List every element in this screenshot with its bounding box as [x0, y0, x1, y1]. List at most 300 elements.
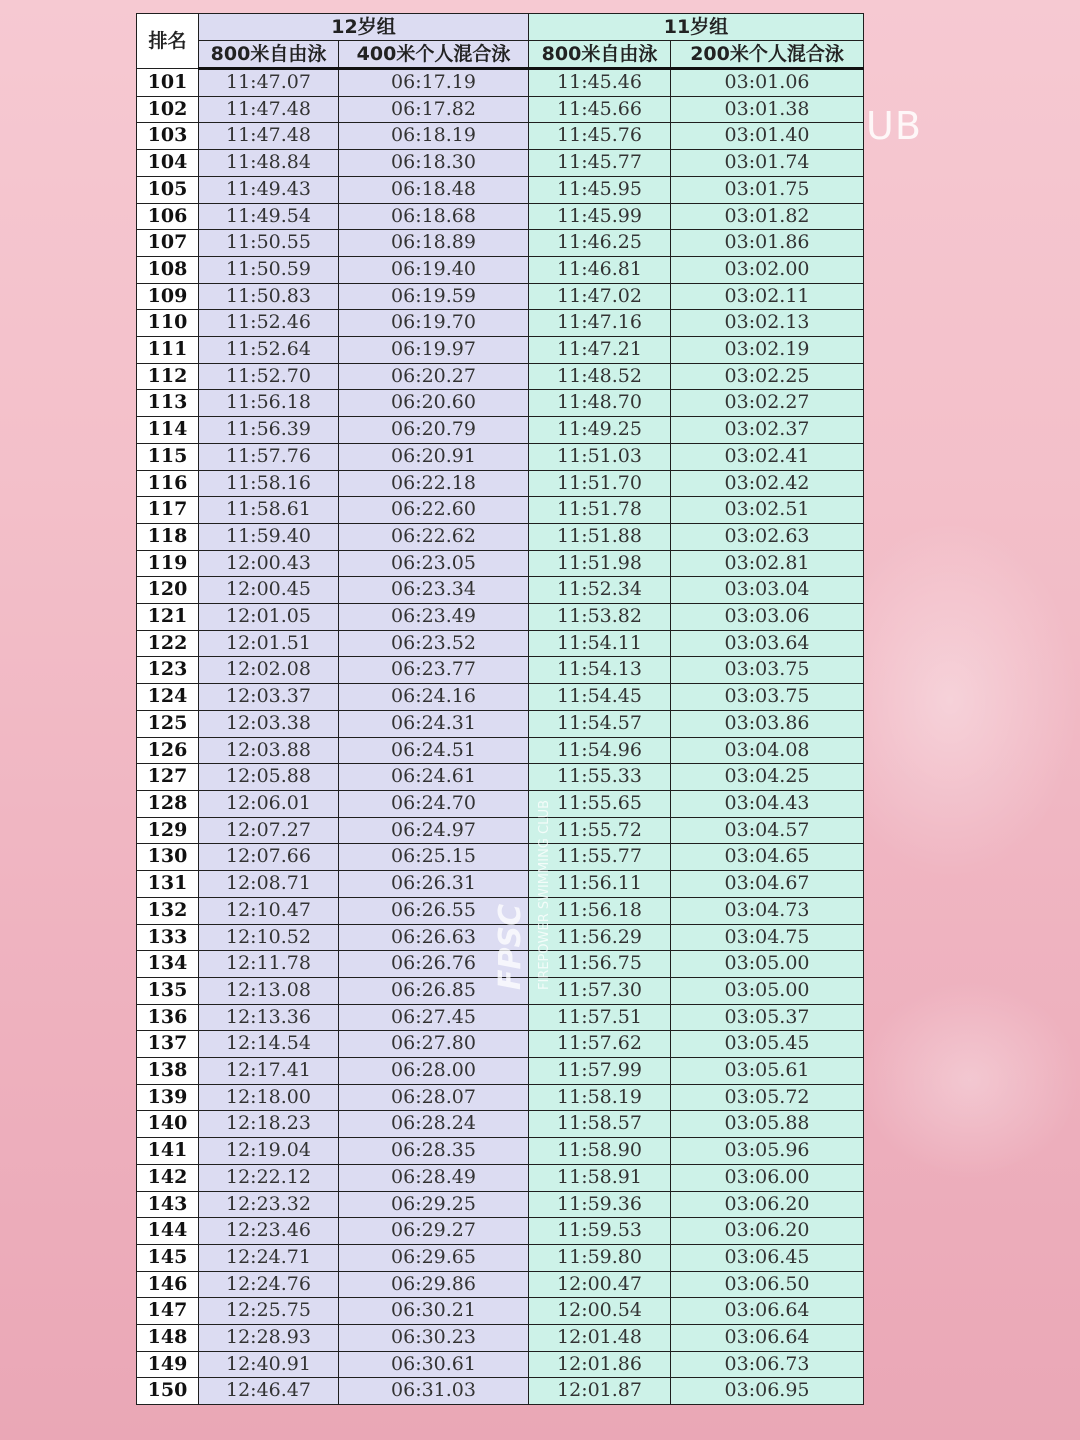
g12-400-im-time: 06:30.21	[339, 1298, 529, 1325]
table-row	[137, 1244, 864, 1271]
g12-800-free-time: 11:52.70	[199, 363, 339, 390]
g11-200-im-time: 03:05.72	[671, 1084, 864, 1111]
g12-800-free-time: 11:58.16	[199, 470, 339, 497]
g11-800-free-time: 11:48.52	[529, 363, 671, 390]
table-row	[137, 363, 864, 390]
g12-800-free-time: 11:58.61	[199, 497, 339, 524]
g11-200-im-time: 03:01.82	[671, 203, 864, 230]
g11-200-im-time: 03:04.65	[671, 844, 864, 871]
table-row	[137, 764, 864, 791]
table-row	[137, 256, 864, 283]
g12-400-im-time: 06:22.18	[339, 470, 529, 497]
g11-200-im-time: 03:02.19	[671, 337, 864, 364]
g11-200-im-time: 03:06.00	[671, 1164, 864, 1191]
table-row	[137, 1351, 864, 1378]
g12-800-free-time: 11:48.84	[199, 150, 339, 177]
g12-400-im-time: 06:29.27	[339, 1218, 529, 1245]
rank-cell: 108	[137, 256, 199, 283]
g12-400-im-time: 06:17.19	[339, 69, 529, 97]
g11-200-im-time: 03:02.37	[671, 417, 864, 444]
g11-800-free-time: 11:51.70	[529, 470, 671, 497]
table-row	[137, 470, 864, 497]
g11-800-free-time: 11:46.25	[529, 230, 671, 257]
g11-200-im-time: 03:05.37	[671, 1004, 864, 1031]
g11-200-im-time: 03:01.75	[671, 176, 864, 203]
g12-400-im-time: 06:29.25	[339, 1191, 529, 1218]
g12-400-im-time: 06:27.80	[339, 1031, 529, 1058]
g11-800-free-time: 11:57.51	[529, 1004, 671, 1031]
g12-400-im-time: 06:28.35	[339, 1138, 529, 1165]
g11-800-free-time: 11:45.76	[529, 123, 671, 150]
g12-800-free-time: 11:57.76	[199, 443, 339, 470]
g12-400-im-time: 06:26.63	[339, 924, 529, 951]
g12-400-im-time: 06:23.05	[339, 550, 529, 577]
rank-cell: 148	[137, 1325, 199, 1352]
rank-cell: 122	[137, 630, 199, 657]
table-row	[137, 1218, 864, 1245]
table-row	[137, 203, 864, 230]
table-row	[137, 1164, 864, 1191]
g11-800-free-time: 11:58.90	[529, 1138, 671, 1165]
g11-200-im-time: 03:02.13	[671, 310, 864, 337]
g12-800-free-time: 12:01.05	[199, 604, 339, 631]
g12-400-im-time: 06:23.49	[339, 604, 529, 631]
rank-cell: 131	[137, 871, 199, 898]
g12-800-free-time: 12:25.75	[199, 1298, 339, 1325]
g12-400-im-time: 06:26.85	[339, 977, 529, 1004]
rank-cell: 110	[137, 310, 199, 337]
g12-800-free-time: 11:50.83	[199, 283, 339, 310]
table-row	[137, 1271, 864, 1298]
g11-200-im-time: 03:06.20	[671, 1218, 864, 1245]
rank-cell: 116	[137, 470, 199, 497]
g12-800-free-time: 12:13.36	[199, 1004, 339, 1031]
rank-cell: 143	[137, 1191, 199, 1218]
g11-200-im-time: 03:04.08	[671, 737, 864, 764]
g12-800-free-time: 12:08.71	[199, 871, 339, 898]
g11-800-free-time: 11:53.82	[529, 604, 671, 631]
g11-800-free-time: 11:59.36	[529, 1191, 671, 1218]
g12-800-free-time: 11:59.40	[199, 523, 339, 550]
rank-cell: 134	[137, 951, 199, 978]
g11-200-im-time: 03:03.64	[671, 630, 864, 657]
table-row	[137, 550, 864, 577]
g11-200-im-time: 03:05.45	[671, 1031, 864, 1058]
g11-200-im-time: 03:05.00	[671, 977, 864, 1004]
rank-cell: 112	[137, 363, 199, 390]
g12-400-im-time: 06:24.70	[339, 790, 529, 817]
g11-800-free-time: 12:00.54	[529, 1298, 671, 1325]
g11-800-free-time: 11:51.98	[529, 550, 671, 577]
table-row	[137, 951, 864, 978]
g11-800-free-time: 11:58.19	[529, 1084, 671, 1111]
rank-cell: 145	[137, 1244, 199, 1271]
g12-400-im-time: 06:25.15	[339, 844, 529, 871]
g11-200-im-time: 03:01.38	[671, 96, 864, 123]
g12-400-im-time: 06:19.70	[339, 310, 529, 337]
rank-cell: 126	[137, 737, 199, 764]
g11-800-free-time: 11:51.78	[529, 497, 671, 524]
table-row	[137, 417, 864, 444]
rank-cell: 107	[137, 230, 199, 257]
table-row	[137, 1298, 864, 1325]
g11-800-free-time: 11:45.77	[529, 150, 671, 177]
rank-cell: 135	[137, 977, 199, 1004]
table-row	[137, 1138, 864, 1165]
g12-400-im-time: 06:29.65	[339, 1244, 529, 1271]
background-text: UB	[866, 104, 922, 148]
g11-800-free-time: 11:55.33	[529, 764, 671, 791]
rank-cell: 119	[137, 550, 199, 577]
table-row	[137, 710, 864, 737]
g11-200-im-time: 03:06.73	[671, 1351, 864, 1378]
rank-cell: 118	[137, 523, 199, 550]
table-row	[137, 443, 864, 470]
table-row	[137, 737, 864, 764]
table-row	[137, 1084, 864, 1111]
g12-800-free-time: 12:18.23	[199, 1111, 339, 1138]
g11-800-free-time: 11:59.53	[529, 1218, 671, 1245]
g12-800-free-time: 11:52.64	[199, 337, 339, 364]
rank-cell: 144	[137, 1218, 199, 1245]
g11-800-free-time: 11:57.62	[529, 1031, 671, 1058]
g11-200-im-time: 03:06.20	[671, 1191, 864, 1218]
table-row	[137, 150, 864, 177]
rank-cell: 138	[137, 1058, 199, 1085]
g12-800-free-time: 12:28.93	[199, 1325, 339, 1352]
table-row	[137, 1031, 864, 1058]
g12-400-im-time: 06:31.03	[339, 1378, 529, 1405]
g12-400-im-time: 06:26.55	[339, 897, 529, 924]
g11-800-free-time: 11:56.18	[529, 897, 671, 924]
g11-200-im-time: 03:02.25	[671, 363, 864, 390]
g12-800-free-time: 12:23.32	[199, 1191, 339, 1218]
g11-200-im-time: 03:06.45	[671, 1244, 864, 1271]
g12-800-free-time: 12:13.08	[199, 977, 339, 1004]
g12-400-im-time: 06:30.23	[339, 1325, 529, 1352]
g11-800-free-time: 11:54.96	[529, 737, 671, 764]
header-row-events	[137, 41, 864, 69]
g11-800-free-time: 11:55.65	[529, 790, 671, 817]
g11-800-free-time: 11:51.03	[529, 443, 671, 470]
g11-200-im-time: 03:06.50	[671, 1271, 864, 1298]
g12-400-im-time: 06:23.34	[339, 577, 529, 604]
g12-800-free-time: 12:40.91	[199, 1351, 339, 1378]
g12-800-free-time: 11:50.55	[199, 230, 339, 257]
g12-800-free-time: 12:03.38	[199, 710, 339, 737]
g12-800-free-time: 12:18.00	[199, 1084, 339, 1111]
g11-200-im-time: 03:05.88	[671, 1111, 864, 1138]
rank-cell: 128	[137, 790, 199, 817]
g11-800-free-time: 11:57.99	[529, 1058, 671, 1085]
table-row	[137, 1004, 864, 1031]
table-row	[137, 657, 864, 684]
g11-800-free-time: 11:47.21	[529, 337, 671, 364]
g11-800-free-time: 11:55.77	[529, 844, 671, 871]
g11-200-im-time: 03:02.51	[671, 497, 864, 524]
g11-200-im-time: 03:04.57	[671, 817, 864, 844]
rank-cell: 142	[137, 1164, 199, 1191]
g11-200-im-time: 03:03.86	[671, 710, 864, 737]
g12-400-im-time: 06:18.30	[339, 150, 529, 177]
table-row	[137, 310, 864, 337]
g11-800-free-time: 11:47.02	[529, 283, 671, 310]
table-row	[137, 1058, 864, 1085]
results-table	[136, 13, 864, 1405]
g11-800-free-time: 11:54.11	[529, 630, 671, 657]
g12-800-free-time: 11:47.48	[199, 96, 339, 123]
background-glow	[860, 980, 1080, 1180]
rank-cell: 130	[137, 844, 199, 871]
table-row	[137, 630, 864, 657]
group-12-header: 12岁组	[199, 14, 529, 41]
g12-400-im-time: 06:23.52	[339, 630, 529, 657]
g12-800-free-time: 12:46.47	[199, 1378, 339, 1405]
g11-800-free-time: 11:45.46	[529, 69, 671, 97]
g12-400-im-time: 06:24.97	[339, 817, 529, 844]
g11-200-im-time: 03:05.96	[671, 1138, 864, 1165]
g12-800-free-time: 12:24.76	[199, 1271, 339, 1298]
g11-200-im-time: 03:06.95	[671, 1378, 864, 1405]
g12-400-im-time: 06:18.48	[339, 176, 529, 203]
g11-800-free-time: 11:56.29	[529, 924, 671, 951]
table-row	[137, 283, 864, 310]
g11-800-free-time: 12:01.86	[529, 1351, 671, 1378]
watermark-club: FIREPOWER SWIMMING CLUB	[537, 799, 552, 990]
g12-400-im-time: 06:18.89	[339, 230, 529, 257]
table-row	[137, 790, 864, 817]
g12-800-free-time: 12:06.01	[199, 790, 339, 817]
table-row	[137, 1378, 864, 1405]
g12-400-im-time: 06:28.00	[339, 1058, 529, 1085]
g12-400-im-time: 06:18.19	[339, 123, 529, 150]
g12-800-free-time: 12:03.88	[199, 737, 339, 764]
g12-400-im-time: 06:23.77	[339, 657, 529, 684]
g12-400-im-time: 06:18.68	[339, 203, 529, 230]
g12-800-free-time: 11:50.59	[199, 256, 339, 283]
g12-400-im-time: 06:26.31	[339, 871, 529, 898]
rank-cell: 146	[137, 1271, 199, 1298]
table-row	[137, 230, 864, 257]
rank-cell: 117	[137, 497, 199, 524]
g12-800-free-time: 12:02.08	[199, 657, 339, 684]
rank-cell: 140	[137, 1111, 199, 1138]
g11-800-free-time: 11:58.91	[529, 1164, 671, 1191]
g11-200-im-time: 03:04.25	[671, 764, 864, 791]
rank-cell: 133	[137, 924, 199, 951]
g11-800-free-time: 12:01.48	[529, 1325, 671, 1352]
g12-800-free-time: 12:24.71	[199, 1244, 339, 1271]
table-row	[137, 871, 864, 898]
rank-cell: 132	[137, 897, 199, 924]
rank-cell: 136	[137, 1004, 199, 1031]
rank-cell: 141	[137, 1138, 199, 1165]
g11-200-im-time: 03:03.06	[671, 604, 864, 631]
g12-800-free-time: 12:05.88	[199, 764, 339, 791]
table-row	[137, 924, 864, 951]
g12-400-im-time: 06:28.24	[339, 1111, 529, 1138]
table-row	[137, 844, 864, 871]
rank-cell: 137	[137, 1031, 199, 1058]
g12-400-im-time: 06:22.60	[339, 497, 529, 524]
g11-200-im-time: 03:03.75	[671, 684, 864, 711]
g11-800-free-time: 11:59.80	[529, 1244, 671, 1271]
g11-200-im-time: 03:02.63	[671, 523, 864, 550]
g11-800-free-time: 12:01.87	[529, 1378, 671, 1405]
g11-200-im-time: 03:01.40	[671, 123, 864, 150]
table-row	[137, 577, 864, 604]
g12-800-free-time: 12:01.51	[199, 630, 339, 657]
g12-400-im-time: 06:17.82	[339, 96, 529, 123]
watermark-logo: FPSC	[493, 903, 528, 990]
g11-200-im-time: 03:04.67	[671, 871, 864, 898]
g12-400-im-time: 06:20.79	[339, 417, 529, 444]
g11-200-im-time: 03:04.75	[671, 924, 864, 951]
g11-200-im-time: 03:01.74	[671, 150, 864, 177]
g12-800-free-time: 12:22.12	[199, 1164, 339, 1191]
rank-cell: 102	[137, 96, 199, 123]
g12-400-im-time: 06:24.51	[339, 737, 529, 764]
g11-200-im-time: 03:02.41	[671, 443, 864, 470]
rank-cell: 120	[137, 577, 199, 604]
g12-400-im-time: 06:24.31	[339, 710, 529, 737]
g11-200-im-time: 03:02.81	[671, 550, 864, 577]
g12-800-free-time: 12:00.43	[199, 550, 339, 577]
g11-800-free-time: 11:52.34	[529, 577, 671, 604]
g12-800-free-time: 12:00.45	[199, 577, 339, 604]
g11-800-free-time: 11:54.45	[529, 684, 671, 711]
g11-200-im-time: 03:01.86	[671, 230, 864, 257]
g12-800-free-time: 11:52.46	[199, 310, 339, 337]
table-row	[137, 897, 864, 924]
g11-event1-header: 800米自由泳	[529, 41, 671, 69]
rank-cell: 115	[137, 443, 199, 470]
g11-200-im-time: 03:03.04	[671, 577, 864, 604]
table-row	[137, 390, 864, 417]
rank-cell: 111	[137, 337, 199, 364]
rank-cell: 109	[137, 283, 199, 310]
g12-800-free-time: 12:17.41	[199, 1058, 339, 1085]
g12-800-free-time: 12:23.46	[199, 1218, 339, 1245]
rank-header: 排名	[137, 14, 199, 69]
rank-cell: 121	[137, 604, 199, 631]
table-row	[137, 684, 864, 711]
g12-400-im-time: 06:20.27	[339, 363, 529, 390]
rank-cell: 123	[137, 657, 199, 684]
table-row	[137, 604, 864, 631]
g11-800-free-time: 11:47.16	[529, 310, 671, 337]
g11-800-free-time: 11:57.30	[529, 977, 671, 1004]
rank-cell: 127	[137, 764, 199, 791]
rank-cell: 129	[137, 817, 199, 844]
g12-800-free-time: 12:11.78	[199, 951, 339, 978]
g12-400-im-time: 06:19.40	[339, 256, 529, 283]
rank-cell: 125	[137, 710, 199, 737]
table-row	[137, 977, 864, 1004]
g12-800-free-time: 12:10.47	[199, 897, 339, 924]
g12-800-free-time: 11:47.48	[199, 123, 339, 150]
g11-800-free-time: 11:56.75	[529, 951, 671, 978]
g12-400-im-time: 06:24.16	[339, 684, 529, 711]
g12-400-im-time: 06:26.76	[339, 951, 529, 978]
rank-cell: 101	[137, 69, 199, 97]
g11-800-free-time: 11:58.57	[529, 1111, 671, 1138]
g12-400-im-time: 06:19.59	[339, 283, 529, 310]
g11-200-im-time: 03:05.61	[671, 1058, 864, 1085]
g11-200-im-time: 03:06.64	[671, 1325, 864, 1352]
g11-200-im-time: 03:05.00	[671, 951, 864, 978]
group-11-header: 11岁组	[529, 14, 864, 41]
g12-800-free-time: 12:03.37	[199, 684, 339, 711]
g11-800-free-time: 11:54.13	[529, 657, 671, 684]
table-row	[137, 1191, 864, 1218]
g11-800-free-time: 11:46.81	[529, 256, 671, 283]
g12-400-im-time: 06:20.60	[339, 390, 529, 417]
g11-200-im-time: 03:06.64	[671, 1298, 864, 1325]
g11-800-free-time: 11:45.66	[529, 96, 671, 123]
g12-event2-header: 400米个人混合泳	[339, 41, 529, 69]
g11-800-free-time: 11:48.70	[529, 390, 671, 417]
g11-800-free-time: 11:56.11	[529, 871, 671, 898]
table-row	[137, 1325, 864, 1352]
table-row	[137, 69, 864, 97]
g11-800-free-time: 11:49.25	[529, 417, 671, 444]
header-row-groups	[137, 14, 864, 41]
g11-800-free-time: 11:45.95	[529, 176, 671, 203]
g12-800-free-time: 11:49.54	[199, 203, 339, 230]
g12-800-free-time: 11:56.39	[199, 417, 339, 444]
table-row	[137, 96, 864, 123]
g12-400-im-time: 06:30.61	[339, 1351, 529, 1378]
g11-200-im-time: 03:02.42	[671, 470, 864, 497]
rank-cell: 139	[137, 1084, 199, 1111]
g12-400-im-time: 06:19.97	[339, 337, 529, 364]
g11-200-im-time: 03:02.00	[671, 256, 864, 283]
rank-cell: 114	[137, 417, 199, 444]
g12-400-im-time: 06:28.07	[339, 1084, 529, 1111]
g12-400-im-time: 06:24.61	[339, 764, 529, 791]
rank-cell: 104	[137, 150, 199, 177]
g11-200-im-time: 03:02.27	[671, 390, 864, 417]
g12-800-free-time: 12:14.54	[199, 1031, 339, 1058]
g12-800-free-time: 12:07.27	[199, 817, 339, 844]
g11-200-im-time: 03:03.75	[671, 657, 864, 684]
table-row	[137, 817, 864, 844]
g12-800-free-time: 12:19.04	[199, 1138, 339, 1165]
table-row	[137, 497, 864, 524]
g11-200-im-time: 03:04.43	[671, 790, 864, 817]
g12-400-im-time: 06:20.91	[339, 443, 529, 470]
rank-cell: 149	[137, 1351, 199, 1378]
g11-800-free-time: 11:51.88	[529, 523, 671, 550]
table-row	[137, 523, 864, 550]
g11-200-im-time: 03:04.73	[671, 897, 864, 924]
g11-200-im-time: 03:01.06	[671, 69, 864, 97]
g12-800-free-time: 12:10.52	[199, 924, 339, 951]
rank-cell: 105	[137, 176, 199, 203]
g12-800-free-time: 11:56.18	[199, 390, 339, 417]
g11-event2-header: 200米个人混合泳	[671, 41, 864, 69]
table-row	[137, 176, 864, 203]
rank-cell: 147	[137, 1298, 199, 1325]
rank-cell: 103	[137, 123, 199, 150]
g12-800-free-time: 11:47.07	[199, 69, 339, 97]
rank-cell: 124	[137, 684, 199, 711]
g11-800-free-time: 12:00.47	[529, 1271, 671, 1298]
g12-400-im-time: 06:27.45	[339, 1004, 529, 1031]
rank-cell: 106	[137, 203, 199, 230]
g12-400-im-time: 06:28.49	[339, 1164, 529, 1191]
